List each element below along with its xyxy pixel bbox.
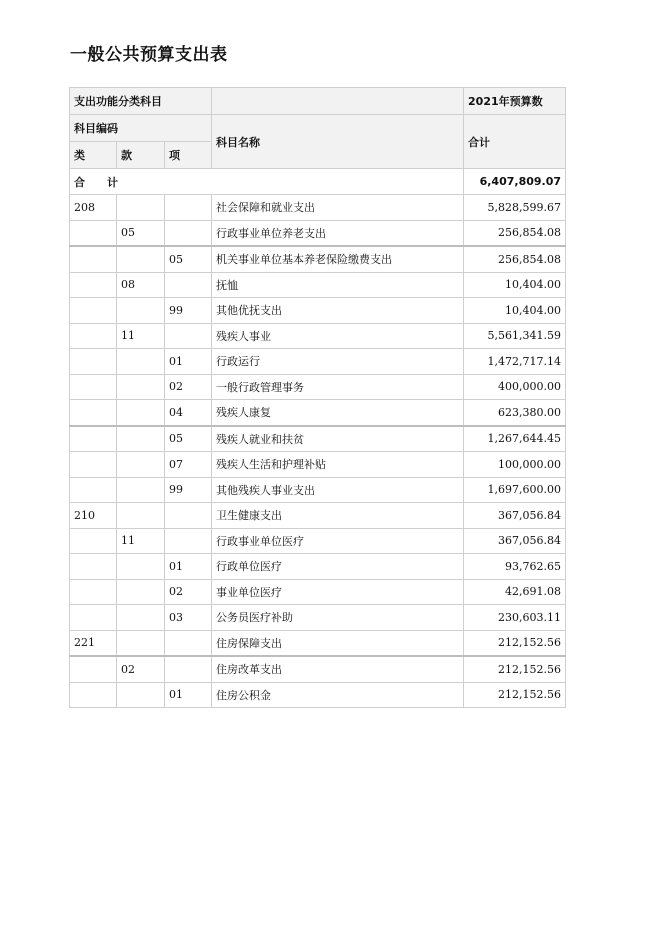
lei-cell [70, 400, 117, 426]
table-row [70, 374, 566, 400]
table-row [70, 426, 566, 452]
lei-cell [70, 426, 117, 452]
subject-name-cell: 行政单位医疗 [212, 554, 464, 580]
xiang-cell [165, 656, 212, 682]
amount-cell: 1,472,717.14 [464, 349, 566, 375]
table-row [70, 220, 566, 246]
table-row [70, 349, 566, 375]
subject-name-cell: 住房公积金 [212, 682, 464, 708]
xiang-cell: 05 [165, 426, 212, 452]
kuan-cell: 11 [117, 528, 165, 554]
subject-name-cell: 行政事业单位养老支出 [212, 220, 464, 246]
lei-cell: 221 [70, 630, 117, 656]
lei-cell [70, 579, 117, 605]
kuan-cell: 02 [117, 656, 165, 682]
amount-cell: 367,056.84 [464, 503, 566, 529]
table-row [70, 195, 566, 221]
lei-cell [70, 554, 117, 580]
amount-cell: 10,404.00 [464, 298, 566, 324]
xiang-cell [165, 195, 212, 221]
subject-name-cell: 一般行政管理事务 [212, 374, 464, 400]
subject-name-cell: 住房改革支出 [212, 656, 464, 682]
amount-cell: 1,267,644.45 [464, 426, 566, 452]
lei-cell [70, 528, 117, 554]
xiang-cell: 99 [165, 298, 212, 324]
kuan-header: 款 [117, 142, 165, 169]
subject-name-cell: 机关事业单位基本养老保险缴费支出 [212, 246, 464, 272]
subject-name-cell: 残疾人事业 [212, 323, 464, 349]
kuan-cell [117, 374, 165, 400]
xiang-cell [165, 272, 212, 298]
lei-cell: 210 [70, 503, 117, 529]
subject-name-cell: 行政事业单位医疗 [212, 528, 464, 554]
kuan-cell: 08 [117, 272, 165, 298]
lei-cell [70, 298, 117, 324]
table-row [70, 272, 566, 298]
kuan-cell [117, 682, 165, 708]
total-amount: 6,407,809.07 [464, 169, 566, 195]
xiang-cell: 07 [165, 452, 212, 478]
kuan-cell [117, 477, 165, 503]
xiang-cell: 03 [165, 605, 212, 631]
xiang-header: 项 [165, 142, 212, 169]
lei-cell [70, 220, 117, 246]
lei-header: 类 [70, 142, 117, 169]
table-row [70, 579, 566, 605]
budget-table [69, 87, 566, 708]
subject-name-cell: 公务员医疗补助 [212, 605, 464, 631]
lei-cell [70, 349, 117, 375]
subject-name-cell: 卫生健康支出 [212, 503, 464, 529]
amount-cell: 93,762.65 [464, 554, 566, 580]
subject-name-cell: 行政运行 [212, 349, 464, 375]
amount-cell: 367,056.84 [464, 528, 566, 554]
xiang-cell [165, 630, 212, 656]
xiang-cell [165, 220, 212, 246]
lei-cell [70, 323, 117, 349]
kuan-cell [117, 452, 165, 478]
xiang-cell: 04 [165, 400, 212, 426]
xiang-cell: 02 [165, 374, 212, 400]
subject-name-cell: 残疾人就业和扶贫 [212, 426, 464, 452]
subject-name-cell: 社会保障和就业支出 [212, 195, 464, 221]
amount-cell: 623,380.00 [464, 400, 566, 426]
subject-name-cell: 其他残疾人事业支出 [212, 477, 464, 503]
total-header: 合计 [464, 115, 566, 169]
blank-header-cell [212, 88, 464, 115]
xiang-cell [165, 323, 212, 349]
kuan-cell [117, 426, 165, 452]
kuan-cell [117, 503, 165, 529]
table-row [70, 682, 566, 708]
subject-name-cell: 残疾人生活和护理补贴 [212, 452, 464, 478]
kuan-cell [117, 246, 165, 272]
lei-cell [70, 605, 117, 631]
table-row [70, 503, 566, 529]
lei-cell [70, 682, 117, 708]
lei-cell [70, 477, 117, 503]
lei-cell [70, 452, 117, 478]
table-row [70, 400, 566, 426]
table-row [70, 477, 566, 503]
xiang-cell: 05 [165, 246, 212, 272]
amount-cell: 212,152.56 [464, 682, 566, 708]
kuan-cell [117, 400, 165, 426]
category-group-header: 支出功能分类科目 [70, 88, 212, 115]
lei-cell: 208 [70, 195, 117, 221]
amount-cell: 256,854.08 [464, 220, 566, 246]
code-group-header: 科目编码 [70, 115, 212, 142]
xiang-cell: 02 [165, 579, 212, 605]
table-row [70, 605, 566, 631]
total-row-label: 合 计 [70, 169, 464, 195]
amount-cell: 230,603.11 [464, 605, 566, 631]
subject-name-cell: 残疾人康复 [212, 400, 464, 426]
kuan-cell [117, 349, 165, 375]
table-row [70, 554, 566, 580]
amount-cell: 42,691.08 [464, 579, 566, 605]
amount-cell: 1,697,600.00 [464, 477, 566, 503]
amount-cell: 212,152.56 [464, 630, 566, 656]
table-row [70, 630, 566, 656]
lei-cell [70, 272, 117, 298]
kuan-cell: 05 [117, 220, 165, 246]
xiang-cell: 01 [165, 554, 212, 580]
amount-cell: 5,828,599.67 [464, 195, 566, 221]
amount-cell: 400,000.00 [464, 374, 566, 400]
xiang-cell: 01 [165, 682, 212, 708]
table-row [70, 528, 566, 554]
lei-cell [70, 246, 117, 272]
amount-cell: 10,404.00 [464, 272, 566, 298]
table-row [70, 452, 566, 478]
kuan-cell [117, 605, 165, 631]
xiang-cell: 01 [165, 349, 212, 375]
table-row [70, 298, 566, 324]
lei-cell [70, 374, 117, 400]
kuan-cell [117, 195, 165, 221]
kuan-cell: 11 [117, 323, 165, 349]
subject-name-cell: 其他优抚支出 [212, 298, 464, 324]
xiang-cell [165, 503, 212, 529]
amount-cell: 256,854.08 [464, 246, 566, 272]
kuan-cell [117, 579, 165, 605]
table-row [70, 246, 566, 272]
kuan-cell [117, 630, 165, 656]
kuan-cell [117, 298, 165, 324]
subject-name-header: 科目名称 [212, 115, 464, 169]
xiang-cell [165, 528, 212, 554]
subject-name-cell: 住房保障支出 [212, 630, 464, 656]
subject-name-cell: 抚恤 [212, 272, 464, 298]
lei-cell [70, 656, 117, 682]
kuan-cell [117, 554, 165, 580]
page-title: 一般公共预算支出表 [70, 45, 228, 65]
table-row [70, 656, 566, 682]
xiang-cell: 99 [165, 477, 212, 503]
table-row [70, 323, 566, 349]
amount-cell: 212,152.56 [464, 656, 566, 682]
subject-name-cell: 事业单位医疗 [212, 579, 464, 605]
year-budget-header: 2021年预算数 [464, 88, 566, 115]
amount-cell: 100,000.00 [464, 452, 566, 478]
amount-cell: 5,561,341.59 [464, 323, 566, 349]
